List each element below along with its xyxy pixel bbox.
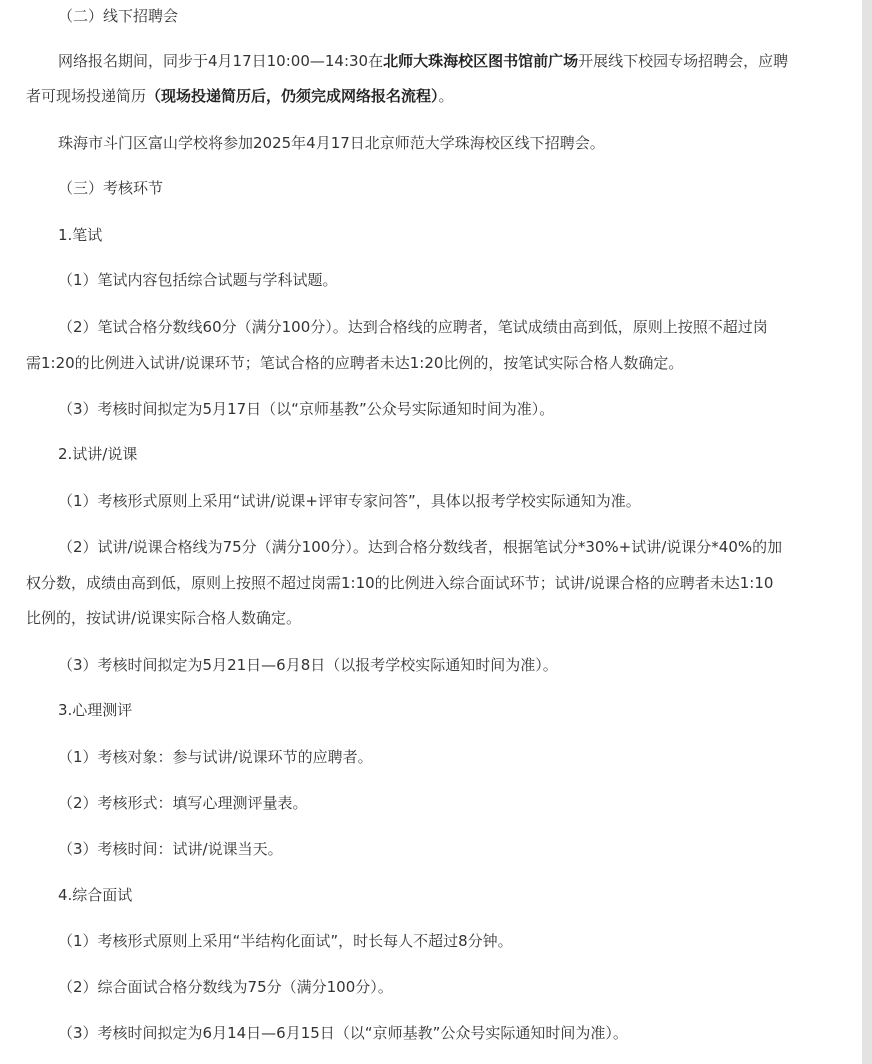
subsection-title-trial-lecture: 2.试讲/说课 [58, 445, 138, 463]
subsection-title-written-test: 1.笔试 [58, 226, 103, 244]
written-test-item-1: （1）笔试内容包括综合试题与学科试题。 [58, 271, 338, 289]
section-heading-assessment: （三）考核环节 [58, 179, 164, 197]
trial-lecture-item-2-line-3: 比例的，按试讲/说课实际合格人数确定。 [26, 609, 302, 627]
trial-lecture-item-1: （1）考核形式原则上采用“试讲/说课+评审专家问答”，具体以报考学校实际通知为准。 [58, 492, 641, 510]
subsection-title-interview: 4.综合面试 [58, 886, 133, 904]
text-span: 网络报名期间，同步于4月17日10:00—14:30在 [58, 52, 384, 70]
written-test-item-3: （3）考核时间拟定为5月17日（以“京师基教”公众号实际通知时间为准）。 [58, 400, 555, 418]
subsection-title-psych-test: 3.心理测评 [58, 701, 133, 719]
interview-item-2: （2）综合面试合格分数线为75分（满分100分）。 [58, 978, 393, 996]
section-heading-offline-fair: （二）线下招聘会 [58, 7, 179, 25]
interview-item-1: （1）考核形式原则上采用“半结构化面试”，时长每人不超过8分钟。 [58, 932, 513, 950]
trial-lecture-item-3: （3）考核时间拟定为5月21日—6月8日（以报考学校实际通知时间为准）。 [58, 656, 558, 674]
text-span: 者可现场投递简历 [26, 87, 147, 105]
paragraph-offline-fair-line-1 [26, 51, 870, 71]
paragraph-school-participation: 珠海市斗门区富山学校将参加2025年4月17日北京师范大学珠海校区线下招聘会。 [58, 134, 605, 152]
trial-lecture-item-2-line-1: （2）试讲/说课合格线为75分（满分100分）。达到合格分数线者，根据笔试分*30%+试讲/说课分*40%的加 [58, 538, 783, 556]
psych-test-item-3: （3）考核时间：试讲/说课当天。 [58, 840, 283, 858]
written-test-item-2-line-1: （2）笔试合格分数线60分（满分100分）。达到合格线的应聘者，笔试成绩由高到低，原则上按照不超过岗 [58, 318, 768, 336]
psych-test-item-1: （1）考核对象：参与试讲/说课环节的应聘者。 [58, 748, 373, 766]
psych-test-item-2: （2）考核形式：填写心理测评量表。 [58, 794, 308, 812]
interview-item-3: （3）考核时间拟定为6月14日—6月15日（以“京师基教”公众号实际通知时间为准）。 [58, 1024, 628, 1042]
scrollbar-track[interactable] [862, 0, 872, 1064]
bold-venue: 北师大珠海校区图书馆前广场 [383, 52, 579, 70]
trial-lecture-item-2-line-2: 权分数，成绩由高到低，原则上按照不超过岗需1:10的比例进入综合面试环节；试讲/说课合格的应聘者未达1:10 [26, 574, 774, 592]
text-span: 。 [438, 87, 454, 105]
text-span: 开展线下校园专场招聘会，应聘 [578, 52, 789, 70]
paragraph-offline-fair-line-2 [26, 86, 838, 106]
bold-note: （现场投递简历后，仍须完成网络报名流程） [146, 87, 439, 105]
written-test-item-2-line-2: 需1:20的比例进入试讲/说课环节；笔试合格的应聘者未达1:20比例的，按笔试实际合格人数确定。 [26, 354, 684, 372]
